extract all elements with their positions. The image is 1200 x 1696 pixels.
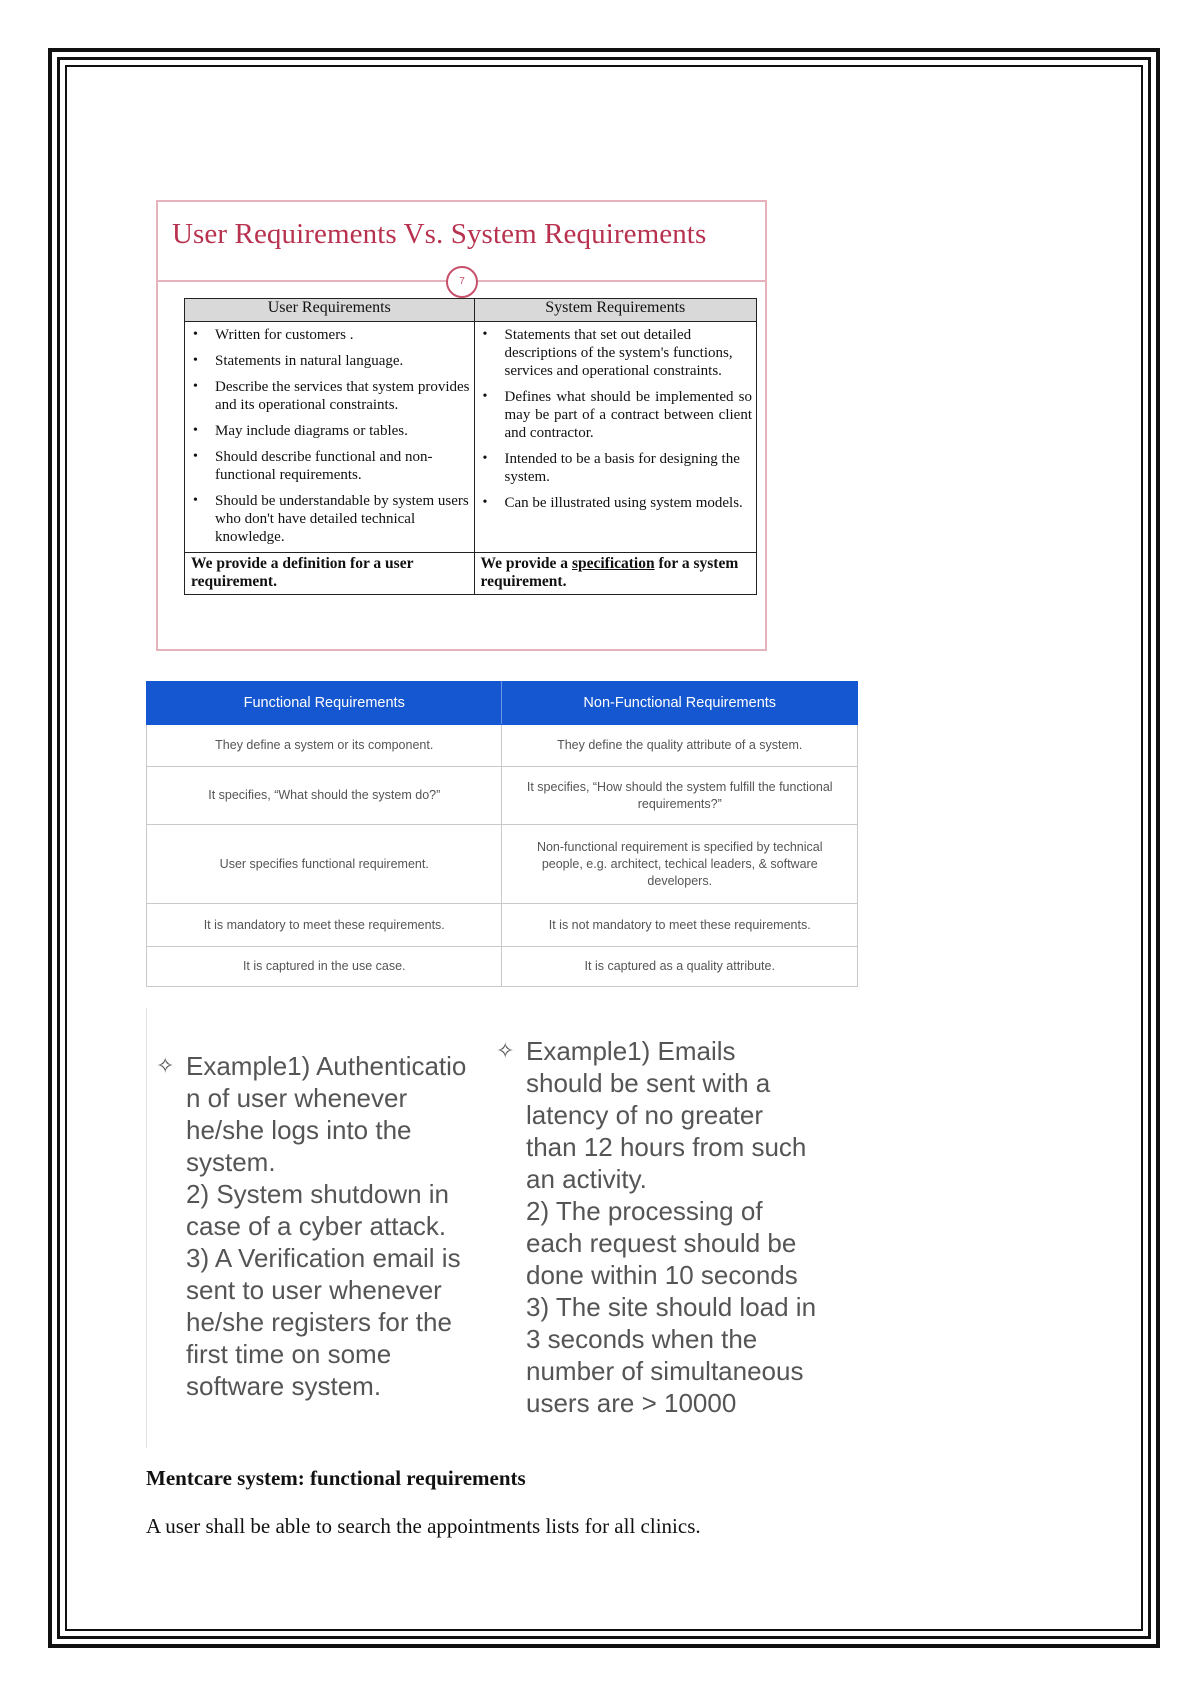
- column-header: System Requirements: [474, 299, 757, 322]
- list-item: • Statements in natural language.: [193, 353, 404, 369]
- functional-examples-text: Example1) Authenticatio n of user whenever he/she logs into the system. 2) System shutdown in case of a cyber attack. 3) A Verification email is sent to user whenever he/she registers for the first time on some software system.: [186, 1051, 467, 1401]
- table-row: [147, 767, 858, 825]
- bullet-icon: •: [482, 389, 488, 404]
- table-cell: They define a system or its component.: [147, 725, 502, 767]
- requirements-comparison-table: [184, 298, 757, 595]
- list-item: • Statements that set out detailed descriptions of the system's functions, services and operational constraints.: [482, 327, 733, 379]
- table-cell: Non-functional requirement is specified by technical people, e.g. architect, techical leaders, & software developers.: [502, 825, 858, 904]
- underlined-term: specification: [571, 555, 655, 572]
- list-item: • May include diagrams or tables.: [193, 423, 408, 439]
- functional-examples: [156, 1050, 486, 1402]
- slide-user-vs-system: [156, 200, 767, 651]
- nonfunctional-examples-text: Example1) Emails should be sent with a latency of no greater than 12 hours from such an activity. 2) The processing of each request should be done within 10 seconds 3) The site should load in 3 seconds when the number of simultaneous users are > 10000: [526, 1036, 817, 1418]
- bullet-icon: •: [482, 495, 488, 510]
- bullet-icon: •: [482, 327, 488, 342]
- column-header: User Requirements: [185, 299, 475, 322]
- bullet-icon: •: [193, 327, 198, 342]
- slide-number-badge: 7: [446, 266, 478, 298]
- list-item: • Should describe functional and non-functional requirements.: [193, 449, 433, 483]
- table-cell: It is mandatory to meet these requirements.: [147, 904, 502, 947]
- column-header: Functional Requirements: [147, 682, 502, 725]
- four-point-star-icon: ✧: [156, 1053, 175, 1078]
- list-item: • Intended to be a basis for designing the system.: [482, 451, 740, 485]
- table-cell: They define the quality attribute of a system.: [502, 725, 858, 767]
- body-paragraph: A user shall be able to search the appointments lists for all clinics.: [146, 1514, 701, 1538]
- table-cell: It is captured as a quality attribute.: [502, 947, 858, 987]
- table-row: [147, 947, 858, 987]
- section-heading: Mentcare system: functional requirements: [146, 1466, 526, 1490]
- bullet-icon: •: [193, 379, 198, 394]
- table-header-row: [185, 299, 757, 322]
- examples-slide: [146, 1008, 858, 1448]
- list-item: • Defines what should be implemented so may be part of a contract between client and contractor.: [482, 389, 752, 441]
- table-row: [185, 322, 757, 553]
- table-cell: User specifies functional requirement.: [147, 825, 502, 904]
- system-requirements-cell: [474, 322, 757, 553]
- bullet-icon: •: [193, 353, 198, 368]
- bullet-icon: •: [193, 423, 198, 438]
- functional-vs-nonfunctional-table: [146, 681, 858, 987]
- slide-title: User Requirements Vs. System Requirements: [172, 218, 707, 250]
- bullet-icon: •: [482, 451, 488, 466]
- list-item: • Describe the services that system provides and its operational constraints.: [193, 379, 470, 413]
- table-row: [147, 725, 858, 767]
- table-header-row: [147, 682, 858, 725]
- table-row: [147, 904, 858, 947]
- list-item: • Can be illustrated using system models.: [482, 495, 743, 511]
- table-cell: It is captured in the use case.: [147, 947, 502, 987]
- user-requirements-cell: [185, 322, 475, 553]
- list-item: • Written for customers .: [193, 327, 354, 343]
- table-cell: It specifies, “What should the system do?”: [147, 767, 502, 825]
- table-cell: It specifies, “How should the system fulfill the functional requirements?”: [502, 767, 858, 825]
- bullet-icon: •: [193, 493, 198, 508]
- user-footer-cell: We provide a definition for a user requirement.: [185, 553, 475, 595]
- table-cell: It is not mandatory to meet these requirements.: [502, 904, 858, 947]
- nonfunctional-examples: [496, 1035, 841, 1419]
- list-item: • Should be understandable by system users who don't have detailed technical knowledge.: [193, 493, 469, 545]
- user-requirements-list: [189, 326, 470, 546]
- system-requirements-list: [479, 326, 753, 512]
- table-footer-row: [185, 553, 757, 595]
- slide-edge: [146, 1008, 147, 1448]
- system-footer-cell: We provide a specification for a system requirement.: [474, 553, 757, 595]
- bullet-icon: •: [193, 449, 198, 464]
- four-point-star-icon: ✧: [496, 1038, 515, 1063]
- column-header: Non-Functional Requirements: [502, 682, 858, 725]
- table-row: [147, 825, 858, 904]
